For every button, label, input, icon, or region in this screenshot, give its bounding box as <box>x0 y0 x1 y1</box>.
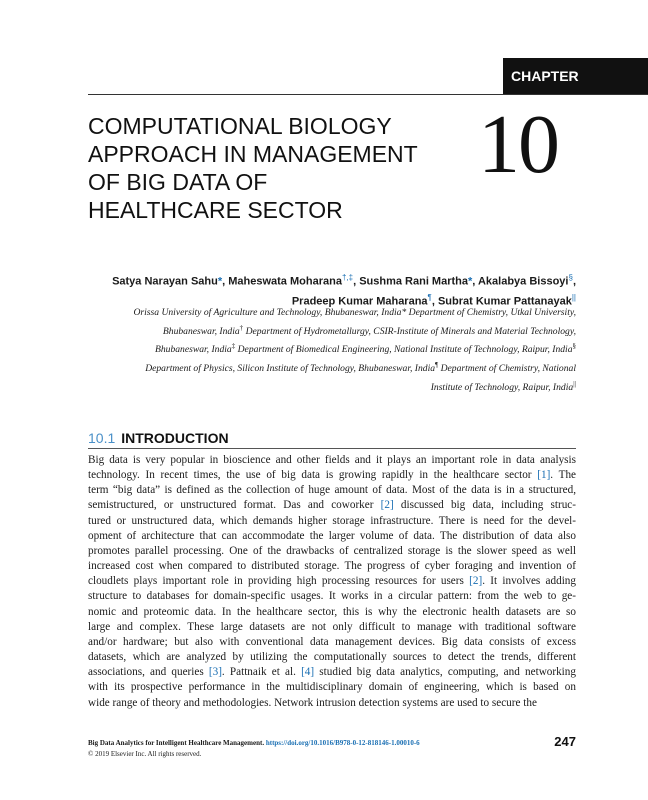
affiliation-mark: || <box>573 379 576 388</box>
author-name: , Subrat Kumar Pattanayak <box>431 295 572 308</box>
affiliation-text: Bhubaneswar, India <box>162 325 240 337</box>
page-footer <box>88 738 420 760</box>
body-text: discussed big data, including struc- <box>393 499 576 512</box>
body-text: . The <box>550 469 577 482</box>
body-line: large and complex. These large datasets are not only difficult to manage with traditional software <box>88 620 576 633</box>
affiliation-mark[interactable]: * <box>468 275 473 288</box>
body-line: promotes parallel processing. One of the drawbacks of centralized storage is the slower speed as well <box>88 544 576 557</box>
section-title: INTRODUCTION <box>121 430 229 446</box>
affiliation-text: Department of Hydrometallurgy, CSIR-Institute of Minerals and Material Technology, <box>243 325 576 337</box>
affiliation-line <box>88 358 576 377</box>
body-line: opment of architecture that can accommodate the larger volume of data. The distribution of data also <box>88 529 576 542</box>
body-line: increased cost when compared to distributed storage. The progress of cyber foraging and invention of <box>88 560 576 573</box>
body-line: structure to databases for domain-specific usages. It works in a circular pattern: from the web to ge- <box>88 590 576 603</box>
author-name: Satya Narayan Sahu <box>112 275 218 288</box>
body-paragraph <box>88 453 576 711</box>
body-text: . Pattnaik et al. <box>221 666 302 679</box>
body-text: semistructured, or unstructured format. Das and coworker <box>88 499 381 512</box>
section-number: 10.1 <box>88 430 116 446</box>
author-name: Pradeep Kumar Maharana <box>291 295 428 308</box>
affiliation-line <box>88 321 576 340</box>
body-text: studied big data analytics, computing, and networking <box>314 666 576 679</box>
body-line <box>88 498 576 513</box>
body-line: Big data is very popular in bioscience and other fields and it plays an important role in data analysis <box>88 454 576 466</box>
citation-link[interactable]: [2] <box>380 499 394 512</box>
affiliation-line: Orissa University of Agriculture and Technology, Bhubaneswar, India* Department of Chemistry, Utkal University, <box>133 307 576 318</box>
affiliation-mark[interactable]: * <box>217 275 223 288</box>
body-line <box>88 574 576 589</box>
author-line <box>112 270 576 290</box>
chapter-number: 10 <box>478 98 558 191</box>
title-line: COMPUTATIONAL BIOLOGY <box>88 113 392 139</box>
affiliation-text: Department of Biomedical Engineering, National Institute of Technology, Raipur, India <box>235 344 573 356</box>
title-line: OF BIG DATA OF <box>88 169 268 195</box>
citation-link[interactable]: [4] <box>301 666 315 679</box>
body-line: datasets, which are analyzed by utilizing the computationally sources to detect the trends, different <box>88 651 576 664</box>
title-line: APPROACH IN MANAGEMENT <box>88 141 418 167</box>
affiliation-line <box>88 377 576 396</box>
affiliation-mark[interactable]: || <box>571 292 576 302</box>
body-line: and/or hardware; but also with conventional data management devices. Big data consists of excess <box>88 635 576 648</box>
author-list <box>112 270 576 309</box>
affiliation-text: Bhubaneswar, India <box>154 344 232 356</box>
section-heading <box>88 430 229 446</box>
body-line: nomic and proteomic data. In the healthcare sector, this is why the electronic health datasets are so <box>88 605 576 618</box>
affiliation-mark[interactable]: § <box>568 273 573 282</box>
affiliation-text: Department of Chemistry, National <box>438 363 576 375</box>
author-name: , Maheswata Moharana <box>222 275 342 288</box>
body-line: tured or unstructured data, which demands higher storage infrastructure. There is need for the devel- <box>88 514 576 527</box>
section-rule <box>88 448 576 449</box>
body-text: associations, and queries <box>88 666 209 679</box>
body-line: wide range of theory and methodologies. Network intrusion detection systems are used to secure the <box>88 696 537 709</box>
affiliation-mark: § <box>572 342 576 351</box>
header-rule <box>88 94 648 95</box>
citation-link[interactable]: [3] <box>208 666 222 679</box>
chapter-label: CHAPTER <box>503 58 648 94</box>
affiliation-mark: ‡ <box>231 342 236 351</box>
affiliation-mark[interactable]: ¶ <box>427 292 432 302</box>
doi-link[interactable]: https://doi.org/10.1016/B978-0-12-818146-1.00010-6 <box>265 739 420 747</box>
copyright: © 2019 Elsevier Inc. All rights reserved. <box>88 750 202 758</box>
author-separator: , <box>572 275 576 288</box>
footer-line <box>88 738 420 749</box>
body-text: cloudlets plays important role in providing high processing resources for users <box>88 575 470 588</box>
affiliation-text: Institute of Technology, Raipur, India <box>430 382 574 394</box>
affiliation-text: Department of Physics, Silicon Institute of Technology, Bhubaneswar, India <box>145 363 436 375</box>
affiliation-mark[interactable]: †,‡ <box>341 273 354 282</box>
body-line <box>88 468 576 483</box>
body-text: . It involves adding <box>482 575 576 588</box>
body-text: technology. In recent times, the use of big data is growing rapidly in the healthcare sector <box>88 469 538 482</box>
body-line: with its prospective performance in the multidisciplinary domain of engineering, which is based on <box>88 681 576 694</box>
citation-link[interactable]: [1] <box>537 469 551 482</box>
title-line: HEALTHCARE SECTOR <box>88 197 343 223</box>
author-name: , Sushma Rani Martha <box>353 275 468 288</box>
affiliations <box>88 305 576 396</box>
citation-link[interactable]: [2] <box>469 575 483 588</box>
page-number: 247 <box>554 734 576 749</box>
body-line <box>88 665 576 680</box>
book-title: Big Data Analytics for Intelligent Healthcare Management. <box>88 739 266 747</box>
affiliation-mark: † <box>239 323 244 332</box>
chapter-title <box>88 112 458 224</box>
body-line: term “big data” is defined as the collection of huge amount of data. Most of the data is in a structured, <box>88 484 576 497</box>
affiliation-mark: ¶ <box>435 361 439 370</box>
affiliation-line <box>88 339 576 358</box>
author-name: , Akalabya Bissoyi <box>472 275 569 288</box>
